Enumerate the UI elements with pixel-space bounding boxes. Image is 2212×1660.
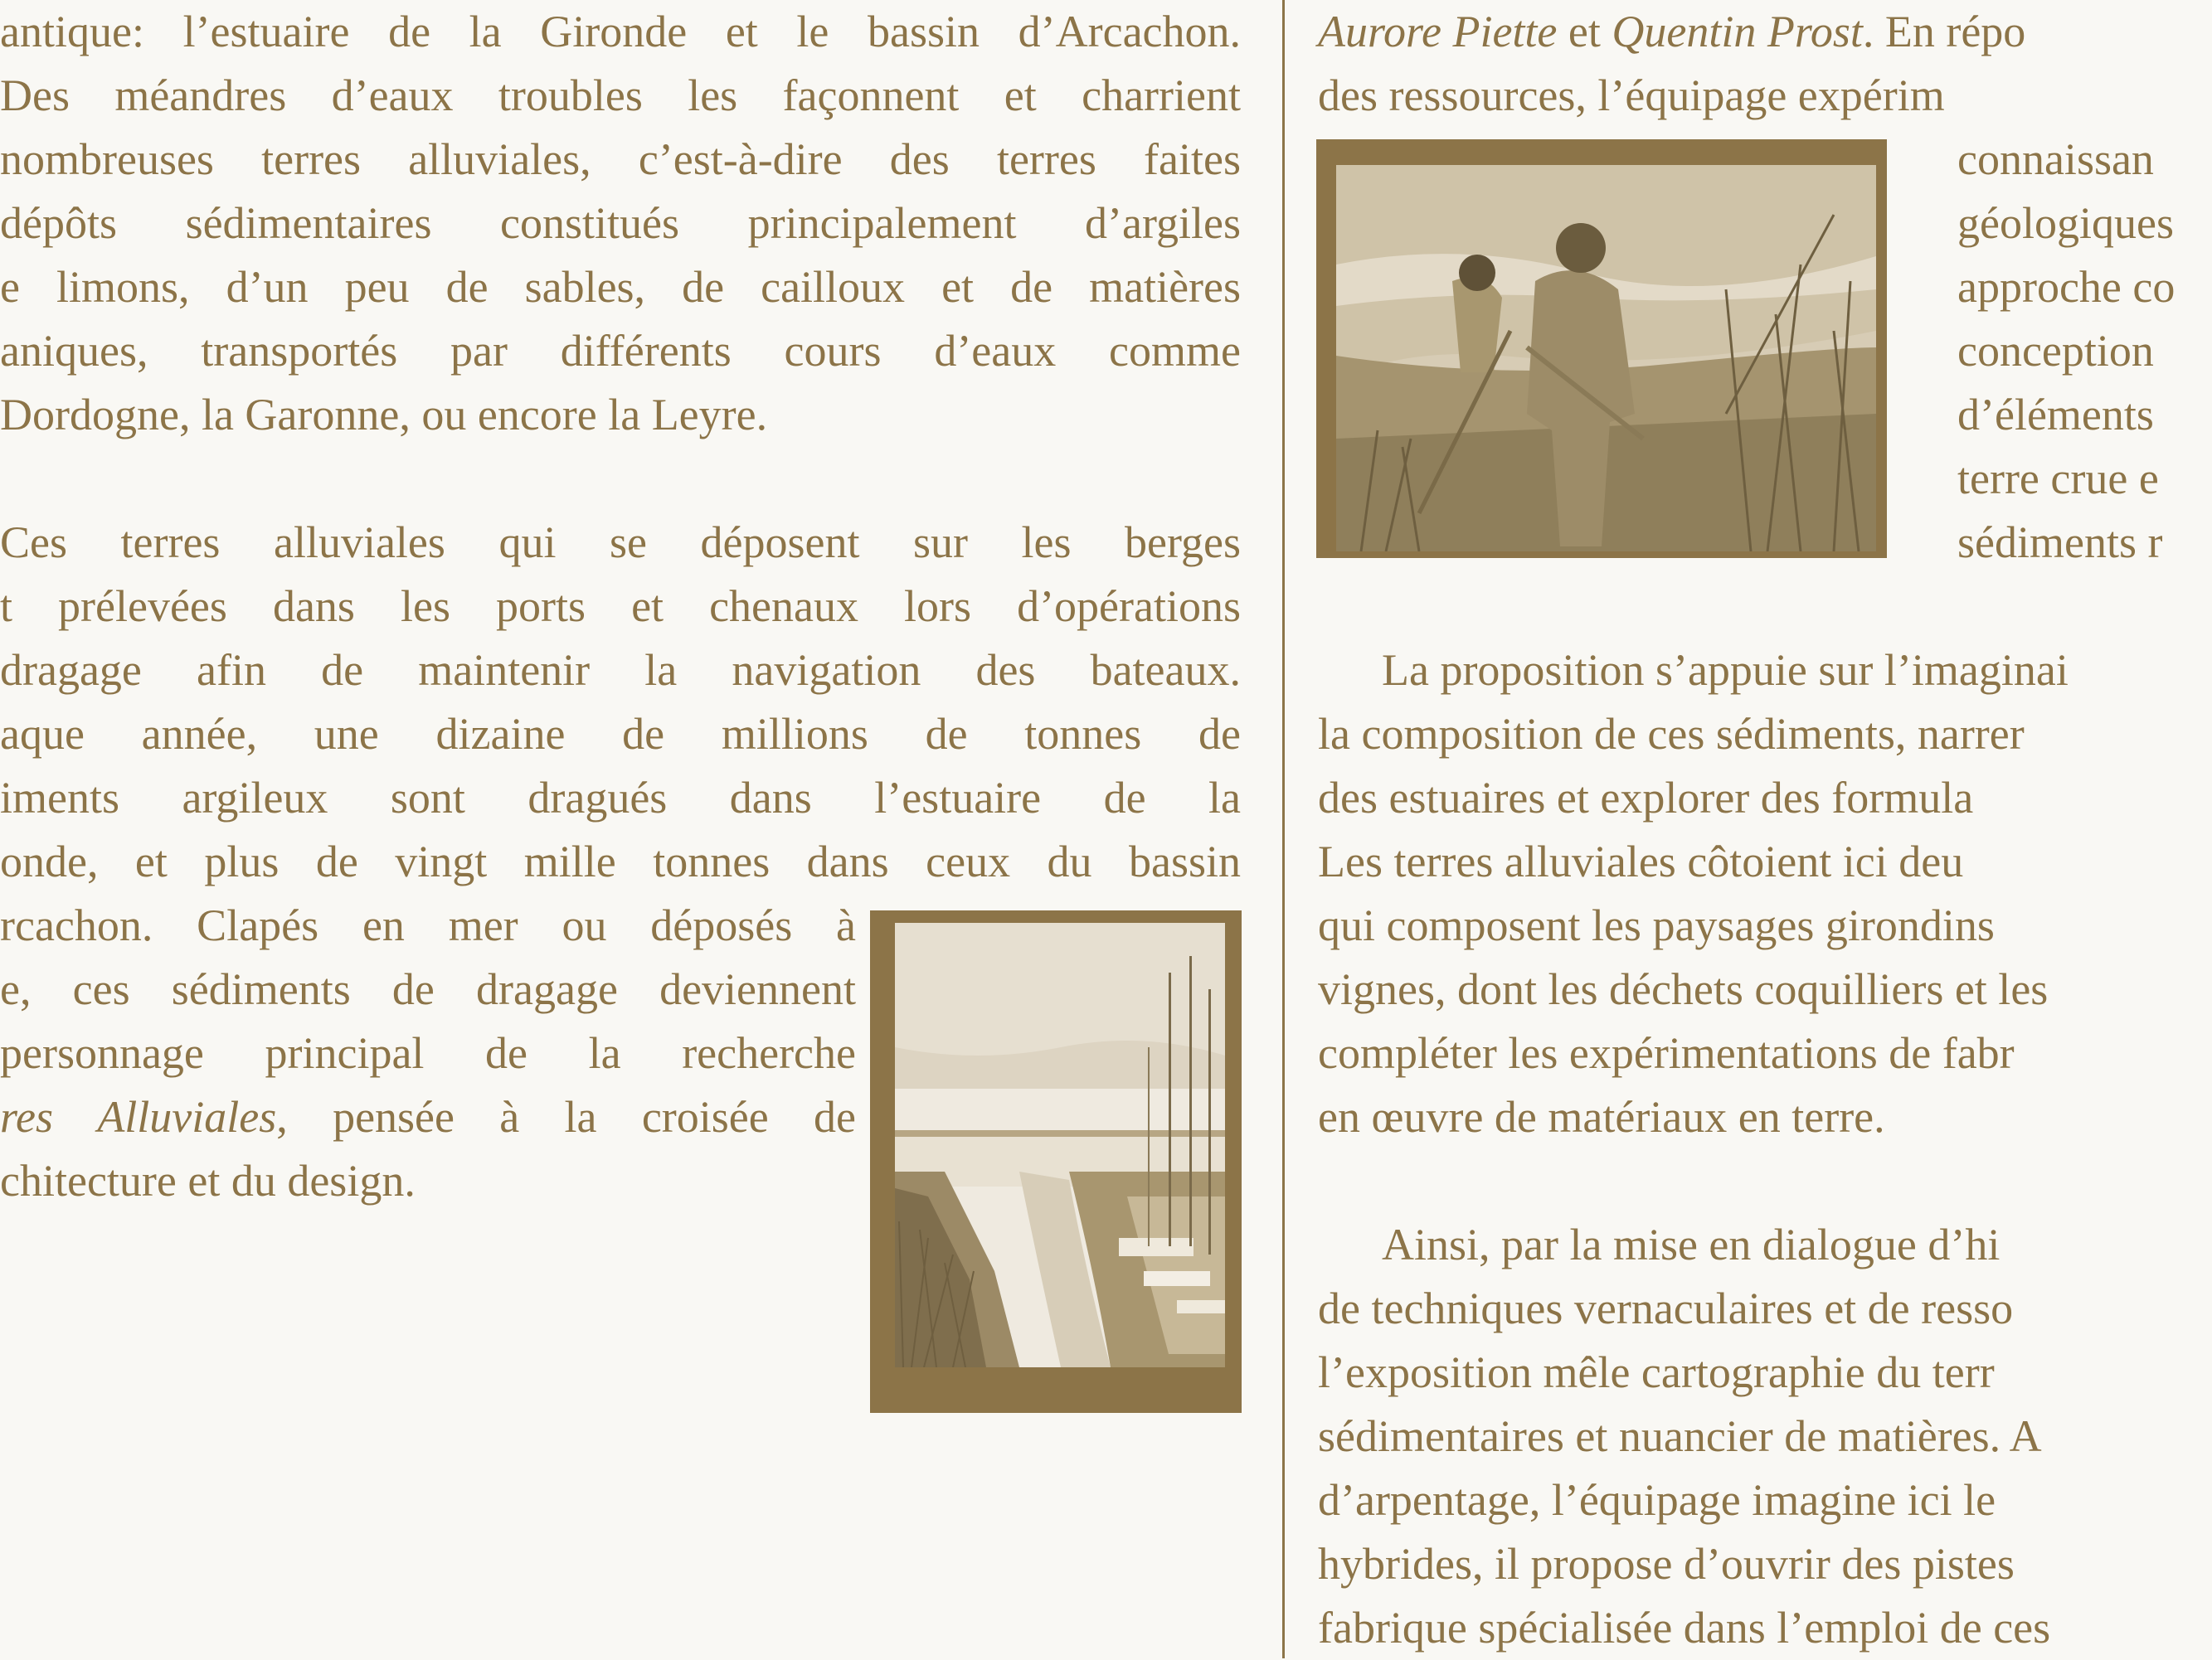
text-line: approche co — [1957, 262, 2176, 312]
text-line: La proposition s’appuie sur l’imaginai — [1382, 645, 2069, 695]
text-line — [1318, 0, 2212, 64]
text-line: sédimentaires et nuancier de matières. A — [1318, 1411, 2042, 1461]
text-line: terre crue e — [1957, 454, 2159, 503]
author-name: Aurore Piette — [1318, 7, 1558, 56]
text-line: aniques, transportés par différents cours d’eaux comme — [0, 326, 1241, 376]
estuary-channel-photo — [895, 923, 1225, 1367]
text-line: e, ces sédiments de dragage deviennent — [0, 964, 856, 1014]
text-line: antique: l’estuaire de la Gironde et le bassin d’Arcachon. — [0, 7, 1241, 56]
text-fragment: , pensée à la croisée de — [276, 1092, 856, 1142]
text-line: Ces terres alluviales qui se déposent sur les berges — [0, 517, 1241, 567]
italic-title: res Alluviales — [0, 1092, 277, 1142]
text-line: iments argileux sont dragués dans l’estuaire de la — [0, 773, 1241, 823]
text-line: dragage afin de maintenir la navigation des bateaux. — [0, 645, 1241, 695]
text-line — [0, 1085, 856, 1149]
text-line: Ainsi, par la mise en dialogue d’hi — [1382, 1220, 2001, 1269]
text-line: géologiques — [1957, 198, 2174, 248]
text-line: compléter les expérimentations de fabr — [1318, 1028, 2015, 1078]
text-line: de techniques vernaculaires et de resso — [1318, 1284, 2014, 1333]
text-line: dépôts sédimentaires constitués principalement d’argiles — [0, 198, 1241, 248]
text-line: chitecture et du design. — [0, 1156, 416, 1206]
text-line: conception — [1957, 326, 2154, 376]
text-line: Dordogne, la Garonne, ou encore la Leyre. — [0, 390, 768, 439]
text-line: e limons, d’un peu de sables, de cailloux et de matières — [0, 262, 1241, 312]
text-line: nombreuses terres alluviales, c’est-à-dire des terres faites — [0, 134, 1241, 184]
text-line: Les terres alluviales côtoient ici deu — [1318, 837, 1964, 886]
riverbank-fieldwork-photo — [1336, 165, 1876, 551]
text-line: hybrides, il propose d’ouvrir des pistes — [1318, 1539, 2015, 1589]
text-line: la composition de ces sédiments, narrer — [1318, 709, 2025, 759]
text-line: fabrique spécialisée dans l’emploi de ces — [1318, 1603, 2051, 1653]
text-line: connaissan — [1957, 134, 2154, 184]
column-divider — [1282, 0, 1285, 1658]
text-fragment: et — [1557, 7, 1612, 56]
text-line: d’arpentage, l’équipage imagine ici le — [1318, 1475, 1996, 1525]
text-line: l’exposition mêle cartographie du terr — [1318, 1347, 1995, 1397]
text-line: rcachon. Clapés en mer ou déposés à — [0, 900, 856, 950]
text-line: des ressources, l’équipage expérim — [1318, 70, 1945, 120]
text-line: en œuvre de matériaux en terre. — [1318, 1092, 1885, 1142]
text-line: t prélevées dans les ports et chenaux lors d’opérations — [0, 581, 1241, 631]
text-fragment: . En répo — [1862, 7, 2026, 56]
text-line: onde, et plus de vingt mille tonnes dans ceux du bassin — [0, 837, 1241, 886]
text-line: d’éléments — [1957, 390, 2154, 439]
text-line: Des méandres d’eaux troubles les façonnent et charrient — [0, 70, 1241, 120]
text-line: personnage principal de la recherche — [0, 1028, 856, 1078]
text-line: des estuaires et explorer des formula — [1318, 773, 1974, 823]
text-line: vignes, dont les déchets coquilliers et les — [1318, 964, 2049, 1014]
text-line: sédiments r — [1957, 517, 2163, 567]
author-name: Quentin Prost — [1612, 7, 1863, 56]
text-line: aque année, une dizaine de millions de tonnes de — [0, 709, 1241, 759]
text-line: qui composent les paysages girondins — [1318, 900, 1995, 950]
